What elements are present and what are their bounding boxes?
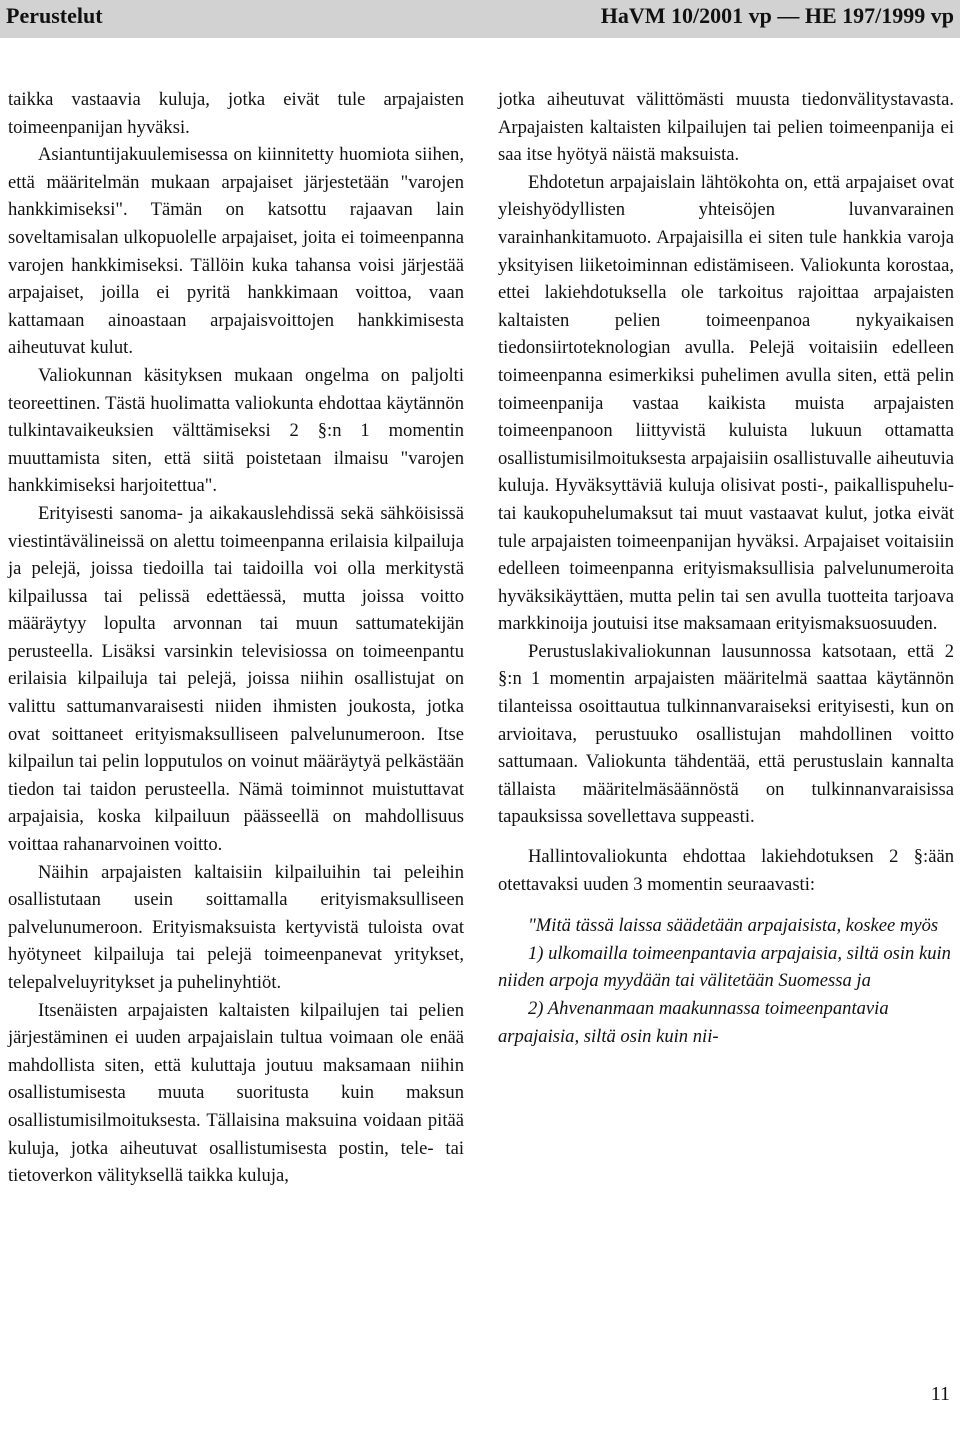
quoted-law-text: "Mitä tässä laissa säädetään arpajaisista, koskee myös [528,915,939,937]
paragraph: Ehdotetun arpajaislain lähtökohta on, että arpajaiset ovat yleishyödyllisten yhteisöjen luvanvarainen varainhankitamuoto. Arpajaisilla ei siten tule hankkia varoja yksityisen liiketoiminnan edistämiseen. Valiokunta korostaa, ettei lakiehdotuksella ole tarkoitus rajoittaa arpajaisten kaltaisten pelien toimeenpanoa nykyaikaisen tiedonsiirtoteknologian avulla. Pelejä voitaisiin edelleen toimeenpanna esimerkiksi puhelimen avulla siten, että pelin toimeenpanija vastaa kaikista muista arpajaisten toimeenpanoon liittyvistä kuluista lukuun ottamatta osallistumisilmoituksesta arpajaisiin osallistuvalle aiheutuvia kuluja. Hyväksyttäviä kuluja olisivat posti-, paikallispuhelu- tai kaukopuhelumaksut tai muut vastaavat kulut, jotka eivät tule arpajaisten toimeenpanijan hyväksi. Arpajaiset voitaisiin edelleen toimeenpanna erityismaksullisia palvelunumeroita hyväksikäyttäen, mutta pelin tai sen avulla tuotteita tarjoava markkinoija joutuisi itse maksamaan erityismaksuosuuden. [498,171,954,635]
paragraph: Valiokunnan käsityksen mukaan ongelma on paljolti teoreettinen. Tästä huolimatta valiokunta ehdottaa käytännön tulkintavaikeuksien välttämiseksi 2 §:n 1 momentin muuttamista siten, että siitä poistetaan ilmaisu "varojen hankkimiseksi harjoitettua". [8,364,464,497]
paragraph: Asiantuntijakuulemisessa on kiinnitetty huomiota siihen, että määritelmän mukaan arpajaiset järjestetään "varojen hankkimiseksi". Tämän on katsottu rajaavan lain soveltamisalan ulkopuolelle arpajaiset, joita ei toimeenpanna varojen hankkimiseksi. Tällöin kuka tahansa voisi järjestää arpajaiset, joilla ei pyritä hankkimaan voittoa, vaan kattamaan ainoastaan arpajaisvoittojen hankkimisesta aiheutuvat kulut. [8,144,464,359]
left-column [8,86,464,1190]
header-document-reference: HaVM 10/2001 vp — HE 197/1999 vp [600,3,954,28]
quoted-law-item: 1) ulkomailla toimeenpantavia arpajaisia, siltä osin kuin niiden arpoja myydään tai välitetään Suomessa ja [498,942,951,992]
quoted-law-item: 2) Ahvenanmaan maakunnassa toimeenpantavia arpajaisia, siltä osin kuin nii- [498,998,889,1047]
header-section-title: Perustelut [6,3,103,28]
paragraph: jotka aiheutuvat välittömästi muusta tiedonvälitystavasta. Arpajaisten kaltaisten kilpailujen tai pelien toimeenpanija ei saa itse hyötyä näistä maksuista. [498,89,954,166]
paragraph: Itsenäisten arpajaisten kaltaisten kilpailujen tai pelien järjestäminen ei uuden arpajaislain tultua voimaan ole enää mahdollista siten, että kuluttaja joutuu maksamaan niihin osallistumisesta muuta suoritusta kuin maksun osallistumisilmoituksesta. Tällaisina maksuina voidaan pitää kuluja, jotka aiheutuvat osallistumisesta postin, tele- tai tietoverkon välityksellä taikka kuluja, [8,999,464,1187]
paragraph: Näihin arpajaisten kaltaisiin kilpailuihin tai peleihin osallistutaan usein soittamalla erityismaksulliseen palvelunumeroon. Erityismaksuista kertyvistä tuloista ovat hyötyneet kilpailuja tai pelejä toimeenpanevat yritykset, telepalveluyritykset ja puhelinyhtiöt. [8,861,464,993]
paragraph: Perustuslakivaliokunnan lausunnossa katsotaan, että 2 §:n 1 momentin arpajaisten määritelmä saattaa käytännön tilanteissa osoittautua tulkinnanvaraiseksi erityisesti, kun on arvioitava, perustuuko osallistujan mahdollinen voitto sattumaan. Valiokunta tähdentää, että perustuslain kannalta tällaista määritelmäsäännöstä on tulkinnanvaraisissa tapauksissa sovellettava suppeasti. [498,640,954,828]
right-column [498,86,954,1050]
page-number: 11 [930,1383,950,1405]
paragraph: taikka vastaavia kuluja, jotka eivät tule arpajaisten toimeenpanijan hyväksi. [8,89,464,138]
page-header [0,0,960,38]
paragraph: Hallintovaliokunta ehdottaa lakiehdotuksen 2 §:ään otettavaksi uuden 3 momentin seuraavasti: [498,846,954,895]
paragraph: Erityisesti sanoma- ja aikakauslehdissä sekä sähköisissä viestintävälineissä on alettu toimeenpanna erilaisia kilpailuja ja pelejä, joissa tiedoilla tai taidoilla voi olla merkitystä kilpailussa tai pelissä edettäessä, mutta joissa voitto määräytyy lopulta arvonnan tai muun sattumatekijän perusteella. Lisäksi varsinkin televisiossa on toimeenpantu erilaisia kilpailuja tai pelejä, joissa niihin osallistujat on valittu sattumanvaraisesti niiden ihmisten joukosta, jotka ovat soittaneet erityismaksulliseen palvelunumeroon. Itse kilpailun tai pelin lopputulos on voinut määräytyä pelkästään tiedon tai taidon perusteella. Nämä toiminnot muistuttavat arpajaisia, koska kilpailuun päässeellä on mahdollisuus voittaa rahanarvoinen voitto. [8,502,464,856]
